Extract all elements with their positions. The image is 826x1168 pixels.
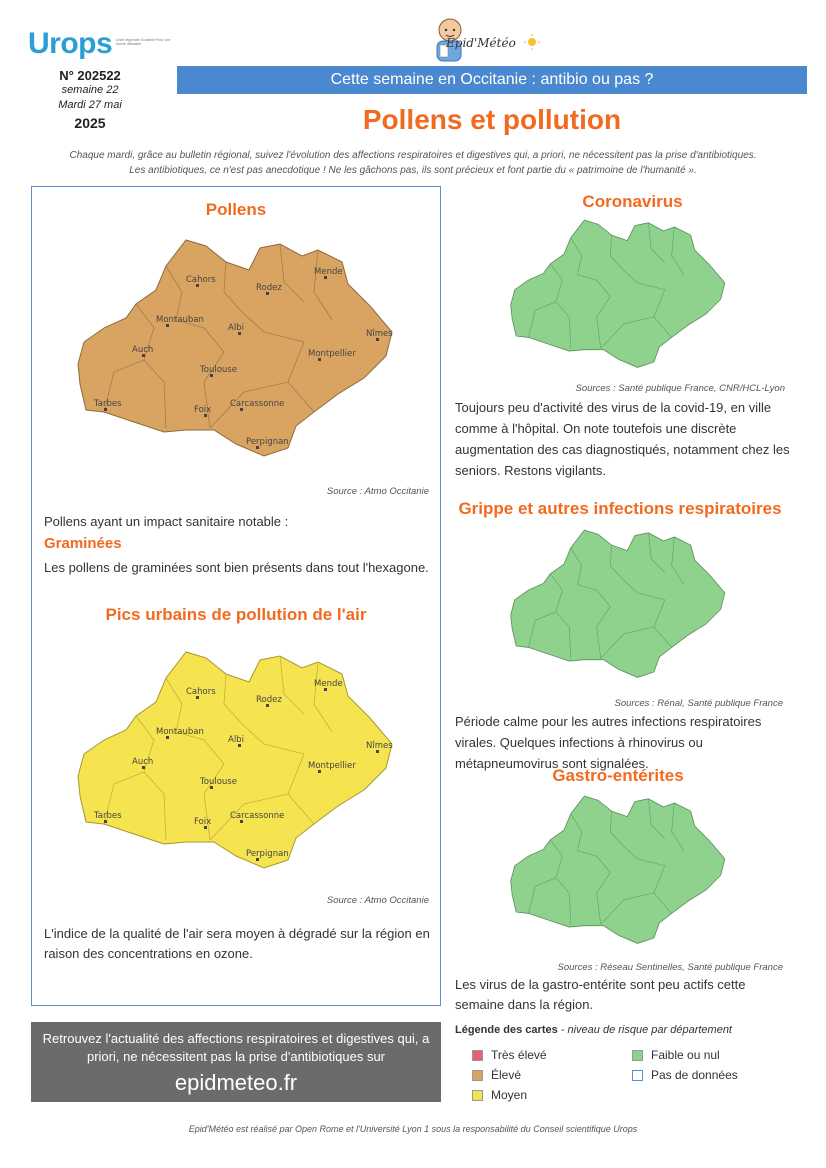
pollens-map — [74, 232, 404, 472]
grippe-title: Grippe et autres infections respiratoires — [458, 499, 782, 518]
city-label: Nîmes — [366, 329, 393, 339]
legend-swatch — [472, 1070, 483, 1081]
city-label: Cahors — [186, 275, 216, 285]
city-label: Rodez — [256, 283, 282, 293]
pollens-text: Les pollens de graminées sont bien présents dans tout l'hexagone. — [44, 560, 429, 575]
city-label: Montauban — [156, 727, 204, 737]
city-label: Montpellier — [308, 761, 356, 771]
promo-link[interactable]: epidmeteo.fr — [174, 1070, 298, 1095]
promo-text: Retrouvez l'actualité des affections respiratoires et digestives qui, a priori, ne nécessitent pas la prise d'antibiotiques sur — [42, 1031, 430, 1064]
city-label: Mende — [314, 679, 343, 689]
legend-item-low — [632, 1048, 720, 1062]
city-label: Auch — [132, 757, 154, 767]
city-label: Nîmes — [366, 741, 393, 751]
footer-credit: Epid'Météo est réalisé par Open Rome et l'Université Lyon 1 sous la responsabilité du Conseil scientifique Urops — [188, 1124, 638, 1134]
epidmeteo-logo — [420, 12, 550, 68]
legend-label: Très élevé — [491, 1048, 547, 1062]
legend-swatch — [472, 1050, 483, 1061]
coronavirus-source: Sources : Santé publique France, CNR/HCL-Lyon — [575, 383, 785, 394]
legend-subtitle: - niveau de risque par département — [557, 1024, 732, 1036]
pollution-text: L'indice de la qualité de l'air sera moyen à dégradé sur la région en raison des concentrations en ozone. — [44, 926, 430, 961]
urops-logo-text: Urops — [28, 27, 113, 60]
legend-label: Moyen — [491, 1088, 528, 1102]
city-label: Montauban — [156, 315, 204, 325]
city-label: Albi — [228, 323, 244, 333]
city-label: Toulouse — [200, 777, 237, 787]
intro-line-1: Chaque mardi, grâce au bulletin régional, suivez l'évolution des affections respiratoires et digestives qui, a priori, ne nécessitent pas la prise d'antibiotiques. — [69, 150, 757, 161]
gastro-source: Sources : Réseau Sentinelles, Santé publique France — [557, 962, 783, 973]
city-label: Carcassonne — [230, 399, 285, 409]
intro-text — [20, 148, 806, 178]
coronavirus-title: Coronavirus — [582, 192, 683, 211]
city-label: Albi — [228, 735, 244, 745]
city-label: Foix — [194, 405, 212, 415]
issue-number: N° 202522 — [59, 68, 121, 83]
pollens-source: Source : Atmo Occitanie — [326, 486, 429, 497]
city-label: Rodez — [256, 695, 282, 705]
page-title: Pollens et pollution — [362, 104, 622, 135]
legend-swatch — [632, 1070, 643, 1081]
city-label: Carcassonne — [230, 811, 285, 821]
city-label: Perpignan — [246, 849, 289, 859]
issue-info — [20, 68, 160, 131]
legend-item-no-data — [632, 1068, 738, 1082]
legend-item-medium — [472, 1088, 527, 1102]
legend-title — [455, 1024, 732, 1036]
issue-week: semaine 22 — [61, 84, 119, 96]
city-label: Tarbes — [94, 811, 122, 821]
issue-date: Mardi 27 mai — [58, 99, 122, 111]
pollution-title: Pics urbains de pollution de l'air — [105, 605, 367, 624]
pollution-source: Source : Atmo Occitanie — [326, 895, 429, 906]
city-label: Perpignan — [246, 437, 289, 447]
legend-label: Faible ou nul — [651, 1048, 720, 1062]
legend-title-main: Légende des cartes — [455, 1024, 558, 1036]
pollution-map — [74, 644, 404, 884]
city-label: Foix — [194, 817, 212, 827]
city-label: Cahors — [186, 687, 216, 697]
grippe-map — [508, 524, 733, 689]
grippe-text: Période calme pour les autres infections respiratoires virales. Quelques infections à rhinovirus ou métapneumovirus sont signalées. — [455, 714, 762, 771]
legend-swatch — [632, 1050, 643, 1061]
legend-item-high — [472, 1068, 521, 1082]
legend-label: Pas de données — [651, 1068, 738, 1082]
coronavirus-map — [508, 214, 733, 379]
city-label: Tarbes — [94, 399, 122, 409]
intro-line-2: Les antibiotiques, ce n'est pas anecdotique ! Ne les gâchons pas, ils sont précieux et font partie du « patrimoine de l'humanité ». — [129, 165, 697, 176]
promo-box — [31, 1022, 441, 1102]
city-label: Auch — [132, 345, 154, 355]
pollens-intro: Pollens ayant un impact sanitaire notable : — [44, 514, 289, 529]
city-label: Mende — [314, 267, 343, 277]
city-label: Montpellier — [308, 349, 356, 359]
pollens-subtitle: Graminées — [44, 535, 122, 552]
legend-label: Élevé — [491, 1068, 522, 1082]
legend-swatch — [472, 1090, 483, 1101]
city-label: Toulouse — [200, 365, 237, 375]
urops-logo — [28, 26, 178, 66]
grippe-source: Sources : Rénal, Santé publique France — [614, 698, 783, 709]
gastro-map — [508, 790, 733, 955]
legend-item-very-high — [472, 1048, 547, 1062]
gastro-title: Gastro-entérites — [552, 766, 684, 785]
pollens-title: Pollens — [205, 200, 267, 219]
issue-year: 2025 — [74, 115, 106, 131]
epidmeteo-logo-text: Epid'Météo — [446, 36, 516, 50]
coronavirus-text: Toujours peu d'activité des virus de la covid-19, en ville comme à l'hôpital. On note toutefois une discrète augmentation des cas diagnostiqués, notamment chez les seniors. Restons vigilants. — [455, 400, 790, 478]
gastro-text: Les virus de la gastro-entérite sont peu actifs cette semaine dans la région. — [455, 977, 746, 1012]
urops-tagline: Unité régionale Occitanie Pour une bonne utilisation — [116, 38, 171, 46]
header-banner: Cette semaine en Occitanie : antibio ou pas ? — [177, 66, 807, 94]
